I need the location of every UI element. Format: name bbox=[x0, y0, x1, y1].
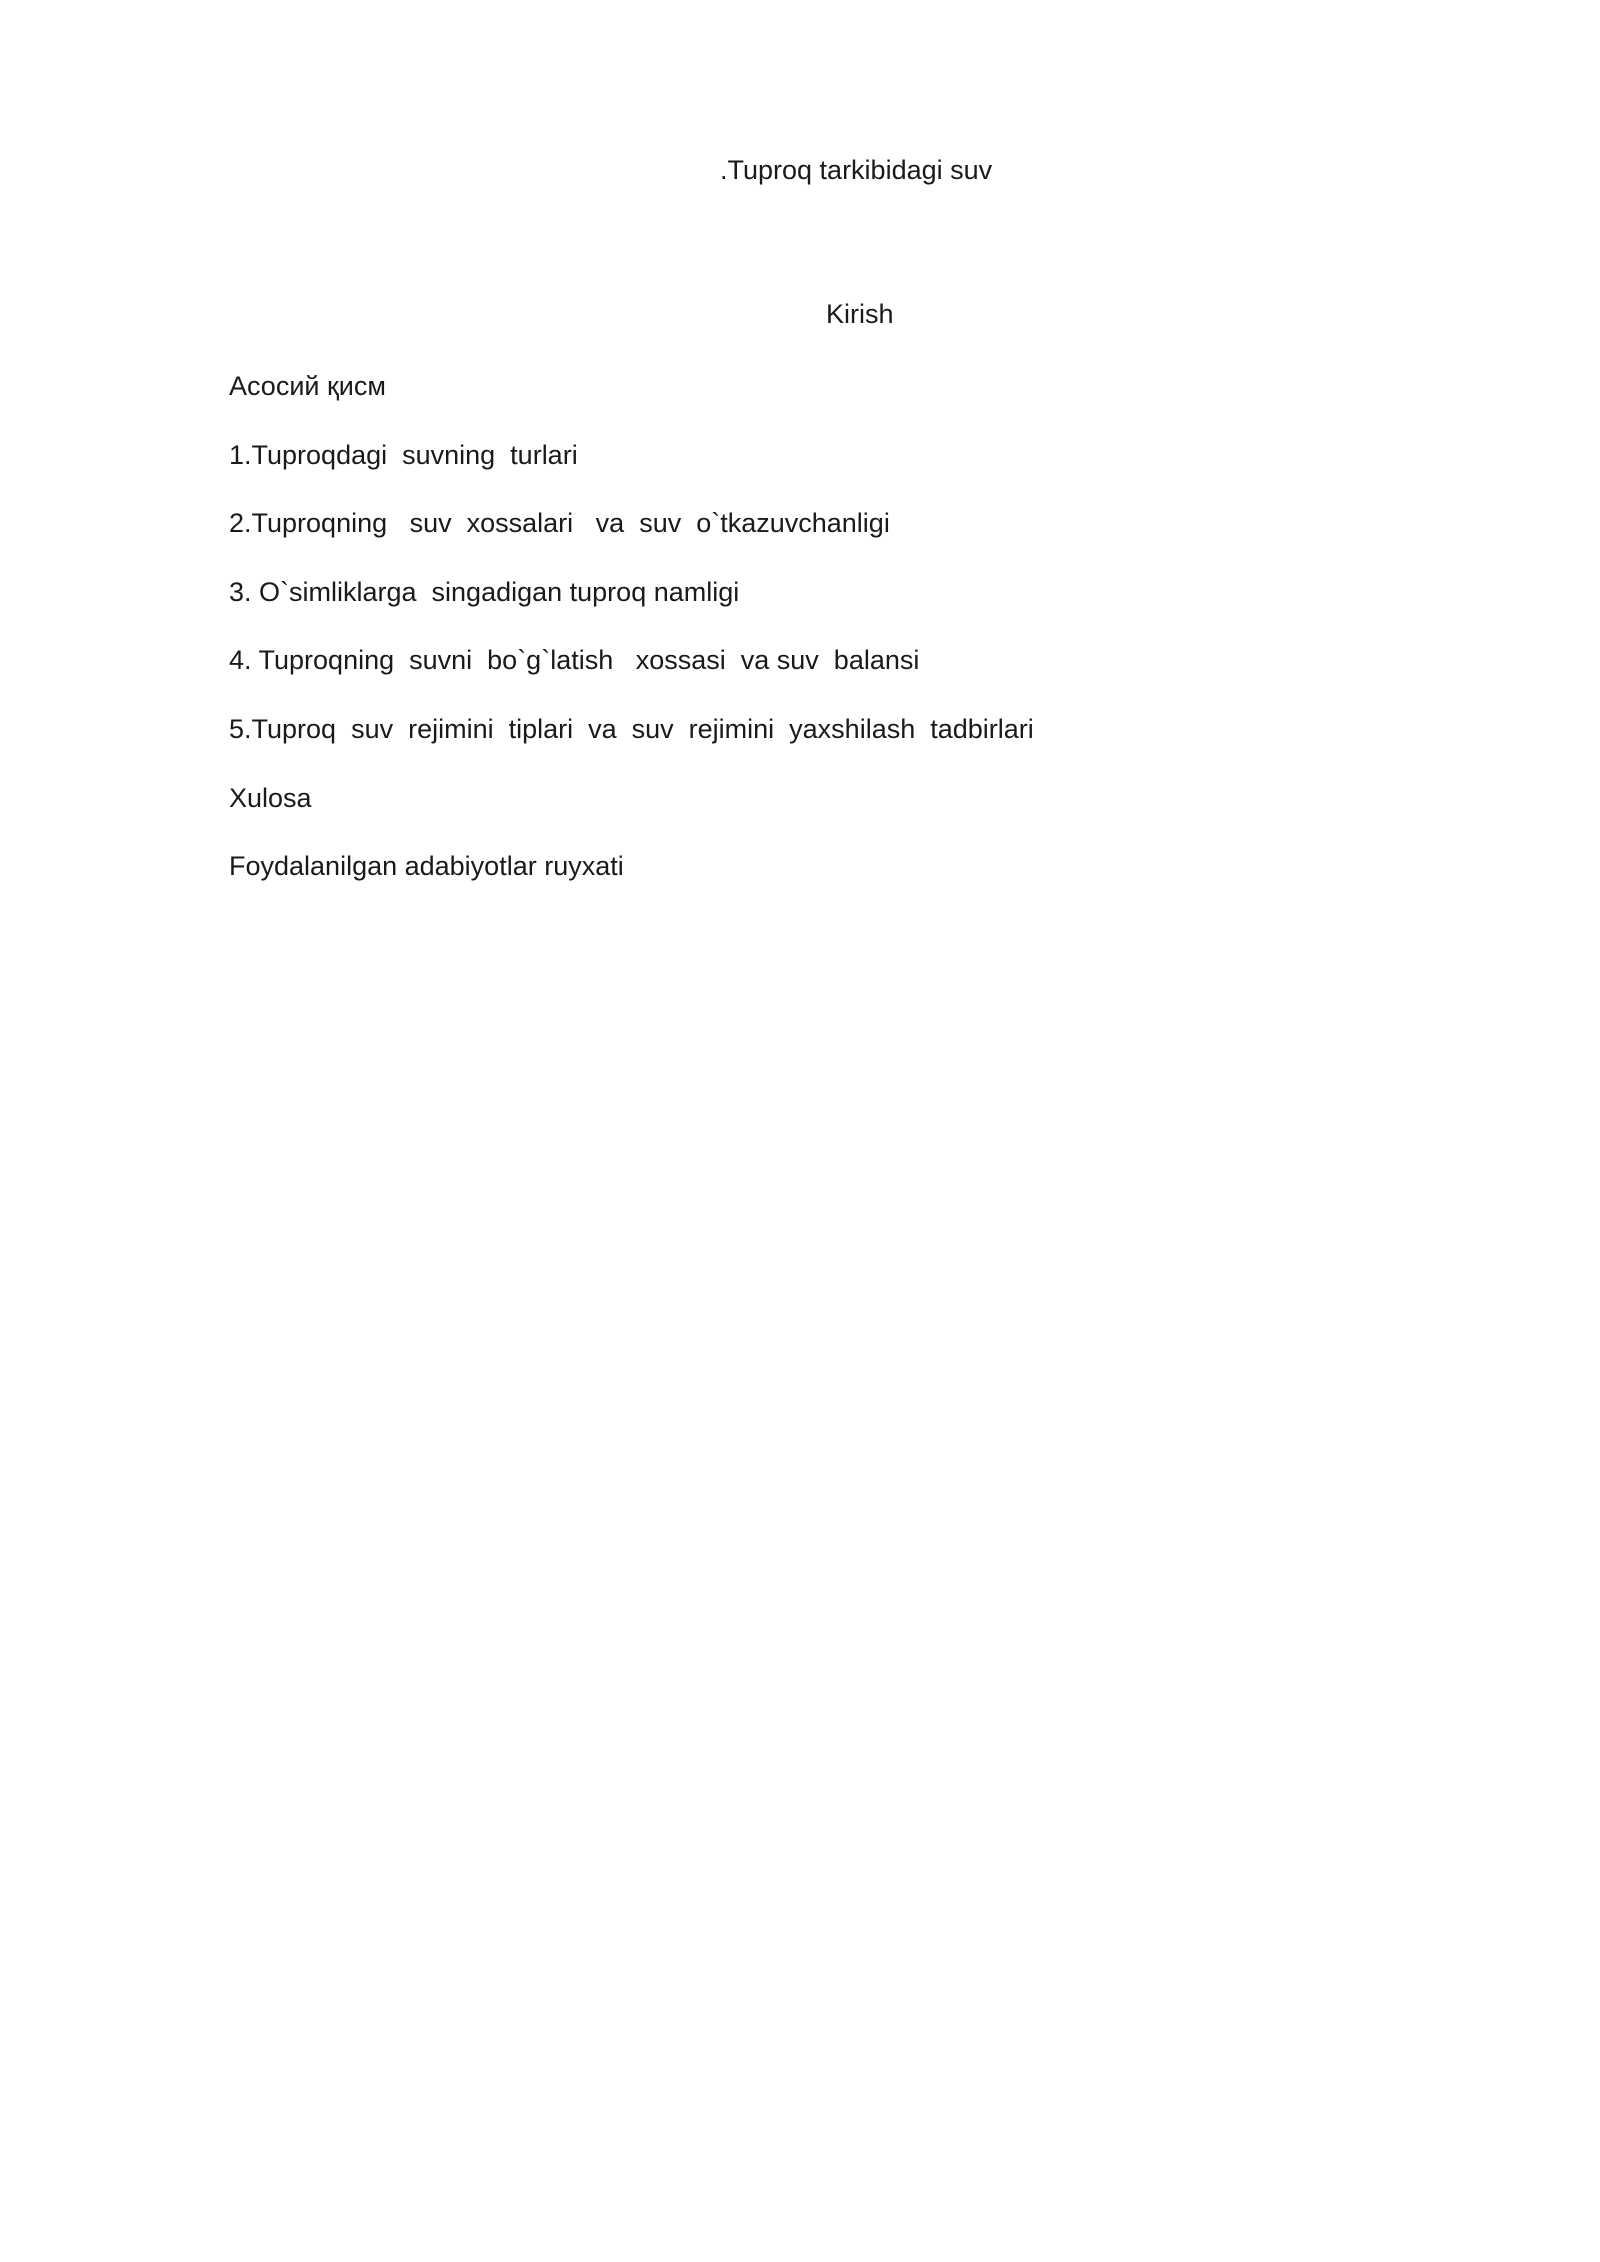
toc-item-3: 3. O`simliklarga singadigan tuproq namligi bbox=[229, 576, 740, 607]
toc-item-main-part: Асосий қисм bbox=[229, 371, 386, 401]
intro-heading: Kirish bbox=[826, 299, 894, 329]
toc-item-conclusion: Xulosa bbox=[229, 782, 312, 813]
document-title: .Tuproq tarkibidagi suv bbox=[720, 155, 993, 185]
toc-item-5: 5.Tuproq suv rejimini tiplari va suv rejimini yaxshilash tadbirlari bbox=[229, 713, 1034, 744]
toc-item-references: Foydalanilgan adabiyotlar ruyxati bbox=[229, 851, 624, 882]
toc-item-1: 1.Tuproqdagi suvning turlari bbox=[229, 439, 578, 470]
table-of-contents bbox=[229, 366, 1034, 915]
toc-item-2: 2.Tuproqning suv xossalari va suv o`tkazuvchanligi bbox=[229, 508, 890, 539]
toc-item-4: 4. Tuproqning suvni bo`g`latish xossasi va suv balansi bbox=[229, 645, 920, 676]
